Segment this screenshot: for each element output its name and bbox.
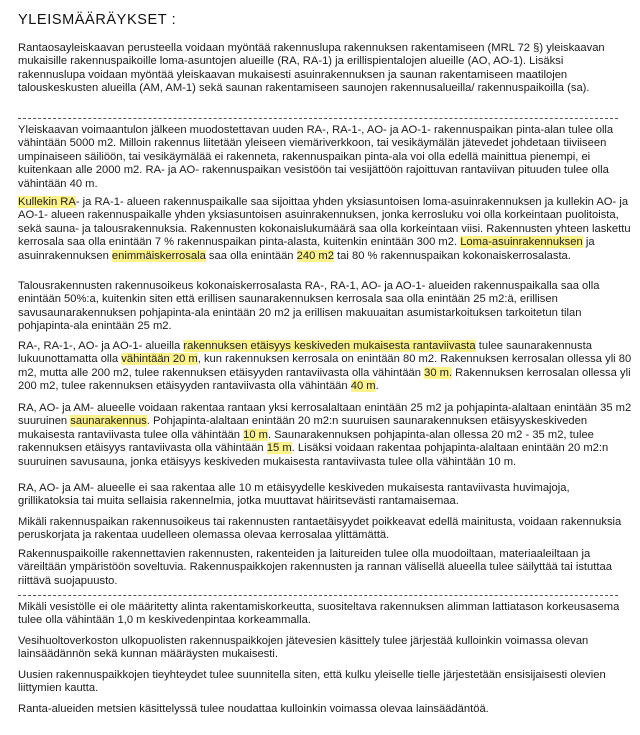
highlight-kullekin-ra: Kullekin RA xyxy=(18,196,76,208)
highlight-240-m2: 240 m2 xyxy=(296,249,334,262)
paragraph-renovation: Mikäli rakennuspaikan rakennusoikeus tai rakennusten rantaetäisyydet poikkeavat edellä mainitusta, voidaan rakennuksia peruskorjata ja rakentaa uudelleen olemassa olevaa kerrosalaa ylittämättä. xyxy=(18,516,622,542)
paragraph-appearance: Rakennuspaikoille rakennettavien rakennusten, rakenteiden ja laitureiden tulee olla muodoiltaan, materiaaleiltaan ja väreiltään ympäristöön soveltuvia. Rakennuspaikkojen rakennusten ja rannan välisellä alueella tulee säilyttää tai istuttaa riittävä suojapuusto. xyxy=(18,548,612,587)
highlight-40m: 40 m xyxy=(350,380,376,393)
highlight-10m: 10 m xyxy=(243,428,268,441)
highlight-20m: vähintään 20 m xyxy=(121,353,198,366)
section-divider xyxy=(18,595,618,596)
paragraph-shore-distance: RA-, RA-1-, AO- ja AO-1- alueilla rakennuksen etäisyys keskiveden mukaisesta rantaviivasta tulee saunarakennusta lukuunottamatta olla vähintään 20 m, kun rakennuksen kerrosala on enintään 80 m2. Rakennuksen kerrosalan ollessa yli 80 m2, mutta alle 200 m2, tulee rakennuksen etäisyyden rantaviivasta olla vähintään 30 m. Rakennuksen kerrosalan ollessa yli 200 m2, tulee rakennuksen etäisyyden rantaviivasta olla vähintään 40 m. xyxy=(18,340,632,393)
paragraph-building-rights: Kullekin RA- ja RA-1- alueen rakennuspaikalle saa sijoittaa yhden yksiasuntoisen loma-asuinrakennuksen ja kullekin AO- ja AO-1- alueen rakennuspaikalle yhden yksiasuntoisen asuinrakennuksen, jonka kerrosluku voi olla korkeintaan puolitoista, sekä sauna- ja talousrakennuksia. Rakennusten kokonaislukumäärä saa olla korkeintaan viisi. Rakennusten yhteen laskettu kerrosala saa olla enintään 7 % rakennuspaikan pinta-alasta, kuitenkin enintään 300 m2. Loma-asuinrakennuksen ja asuinrakennuksen enimmäiskerrosala saa olla enintään 240 m2 tai 80 % rakennuspaikan kokonaiskerrosalasta. xyxy=(18,196,631,262)
highlight-loma-asuinrakennuksen: Loma-asuinrakennuksen xyxy=(460,236,583,249)
paragraph-wastewater: Vesihuoltoverkoston ulkopuolisten rakennuspaikkojen jätevesien käsittely tulee järjestää kulloinkin voimassa olevan lainsäädännön sekä kunnan määräysten mukaisesti. xyxy=(18,635,589,661)
paragraph-forest-management: Ranta-alueiden metsien käsittelyssä tulee noudattaa kulloinkin voimassa olevaa lainsäädäntöä. xyxy=(18,703,489,715)
highlight-enimmaiskerrosala: enimmäiskerrosala xyxy=(111,249,206,262)
paragraph-outbuildings: Talousrakennusten rakennusoikeus kokonaiskerrosalasta RA-, RA-1, AO- ja AO-1- alueiden rakennuspaikalla saa olla enintään 50%:a, kuitenkin siten että erillisen saunarakennuksen kerrosala saa olla enintään 25 m2:ä, erillisen savusaunarakennuksen pohjapinta-ala enintään 20 m2 ja erillisen makuuaitan asumistarkoituksen tarkoitetun tilan pohjapinta-ala enintään 25 m2. xyxy=(18,280,600,333)
highlight-15m: 15 m xyxy=(266,442,292,455)
highlight-shore-distance: rakennuksen etäisyys keskiveden mukaisesta rantaviivasta xyxy=(183,340,476,352)
section-divider xyxy=(18,118,618,119)
paragraph-sauna: RA, AO- ja AM- alueelle voidaan rakentaa rantaan yksi kerrosalaltaan enintään 25 m2 ja pohjapinta-alaltaan enintään 35 m2 suuruinen saunarakennus. Pohjapinta-alaltaan enintään 20 m2:n suuruisen saunarakennuksen etäisyyskeskiveden mukaisesta rantaviivasta tulee olla vähintään 10 m. Saunarakennuksen pohjapinta-alan ollessa 20 m2 - 35 m2, tulee rakennuksen etäisyys rantaviivasta olla vähintään 15 m. Lisäksi voidaan rakentaa pohjapinta-alaltaan enintään 20 m2:n suuruinen savusauna, jonka etäisyys keskiveden mukaisesta rantaviivasta tulee olla vähintään 10 m. xyxy=(18,402,632,468)
paragraph-structures: RA, AO- ja AM- alueelle ei saa rakentaa alle 10 m etäisyydelle keskiveden mukaisesta rantaviivasta huvimajoja, grillikatoksia tai muita sellaisia rakennelmia, jotka muuttavat häiritsevästi rantamaisemaa. xyxy=(18,482,570,508)
page-title: YLEISMÄÄRÄYKSET : xyxy=(18,12,177,28)
paragraph-floor-level: Mikäli vesistölle ei ole määritetty alinta rakentamiskorkeutta, suositeltava rakennuksen alimman lattiatason korkeusasema tulee olla vähintään 1,0 m keskivedenpintaa korkeammalla. xyxy=(18,601,620,627)
paragraph-road-access: Uusien rakennuspaikkojen tieyhteydet tulee suunnitella siten, että kulku yleiselle tielle järjestetään ensisijaisesti olevien liittymien kautta. xyxy=(18,669,606,695)
highlight-30m: 30 m. xyxy=(424,366,453,379)
paragraph-plot-size: Yleiskaavan voimaantulon jälkeen muodostettavan uuden RA-, RA-1-, AO- ja AO-1- rakennuspaikan pinta-alan tulee olla vähintään 5000 m2. Milloin rakennus liitetään yleiseen viemäriverkkoon, tai vesikäymälän jätevedet johdetaan tiiviiseen umpinaiseen säiliöön, tai vesikäymälää ei rakenneta, rakennuspaikan pinta-ala voi olla edellä mainittua pienempi, ei kuitenkaan alle 2000 m2. RA- ja AO- rakennuspaikan vesistöön tai vesijättöön rajoittuvan rantaviivan pituuden tulee olla vähintään 40 m. xyxy=(18,124,614,190)
highlight-saunarakennus: saunarakennus xyxy=(70,415,147,428)
paragraph-building-permit: Rantaosayleiskaavan perusteella voidaan myöntää rakennuslupa rakennuksen rakentamiseen (MRL 72 §) yleiskaavan mukaisille rakennuspaikoille loma-asuntojen alueille (RA, RA-1) ja erillispientalojen alueille (AO, AO-1). Lisäksi rakennuslupa voidaan myöntää yleiskaavan mukaisesti asuinrakennuksen ja saunan rakentamiseen maatilojen talouskeskusten alueilla (AM, AM-1) sekä saunan rakentamiseen saunojen rakennusalueilla/ rakennuspaikoilla (sa). xyxy=(18,42,605,95)
